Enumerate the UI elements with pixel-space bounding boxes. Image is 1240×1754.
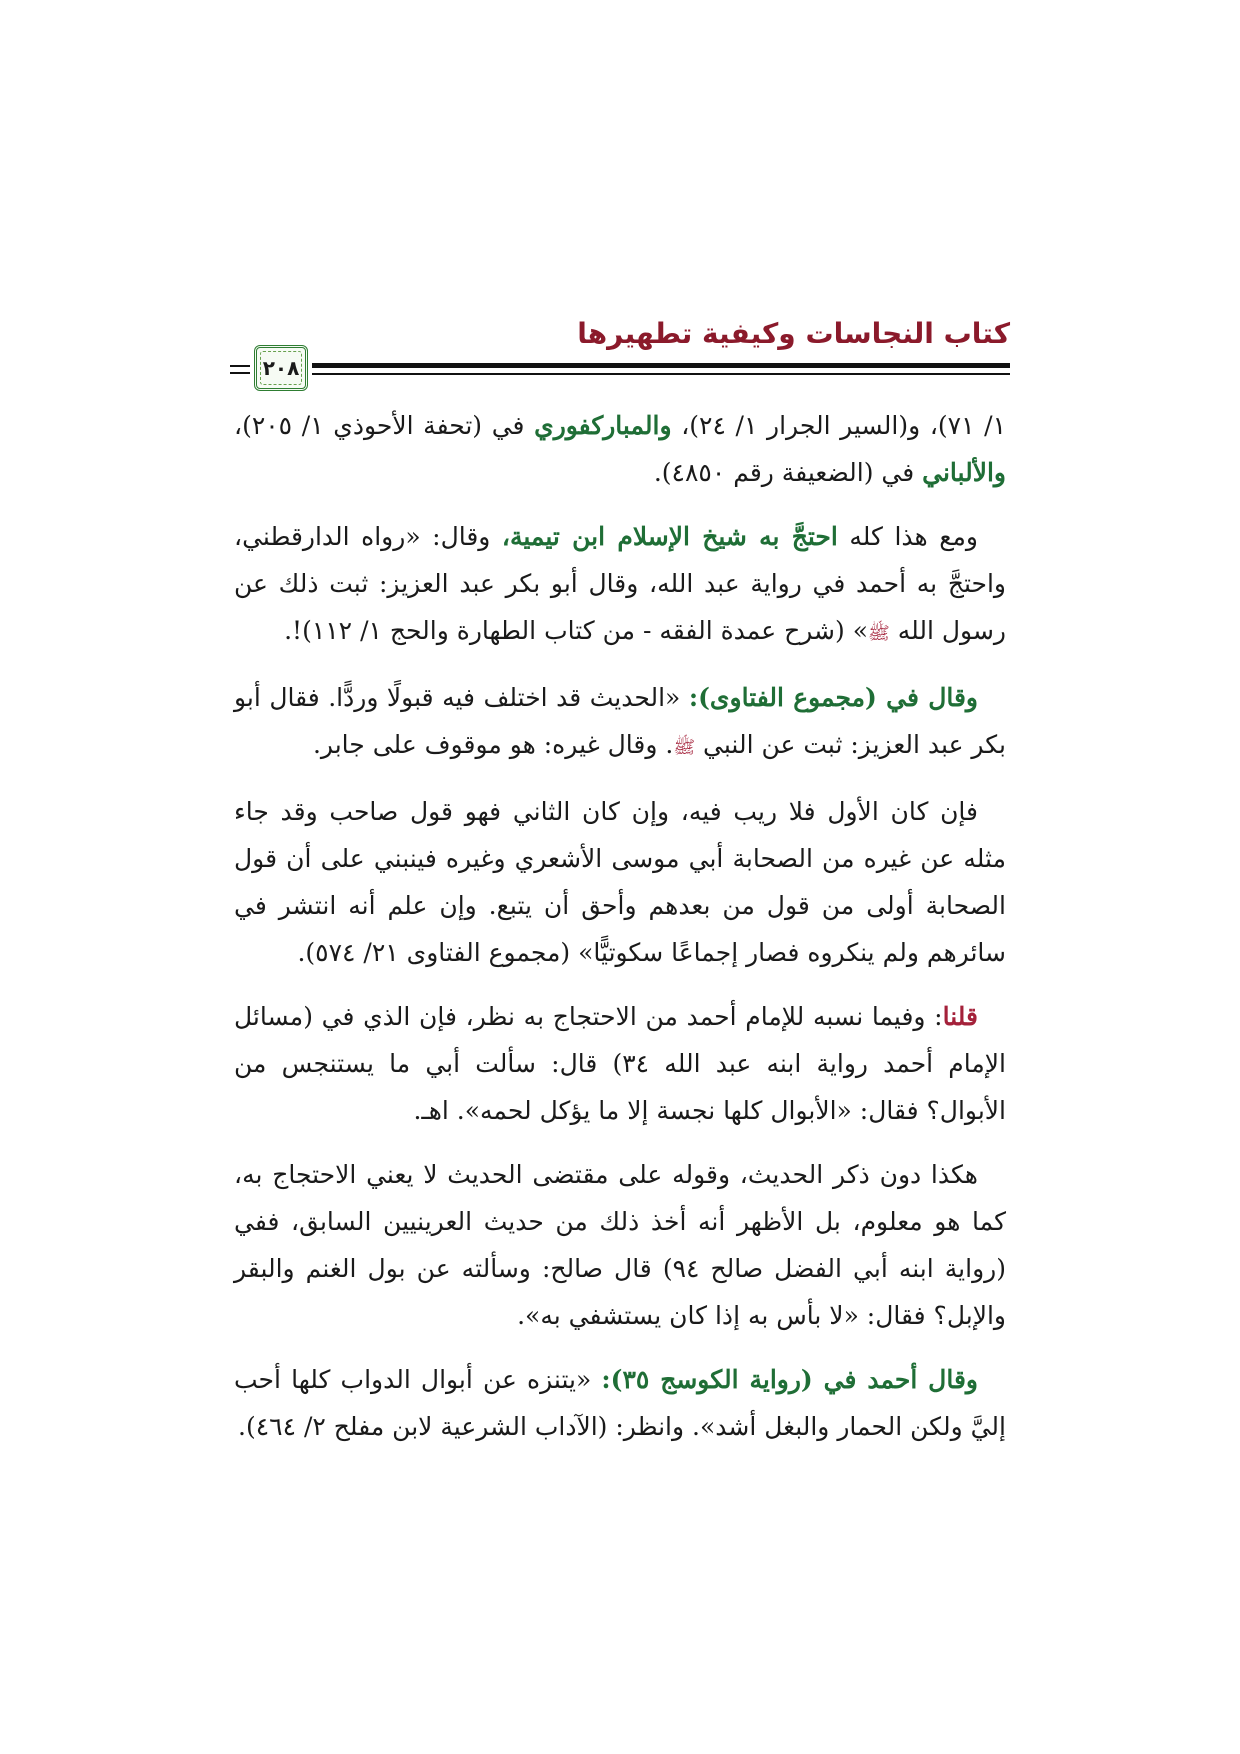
p1-text-1: ١/ ٧١)، و(السير الجرار ١/ ٢٤)، xyxy=(671,411,1007,440)
p2-text-1: ومع هذا كله xyxy=(837,522,978,551)
scholar-name-mubarakfuri: والمباركفوري xyxy=(534,411,672,440)
scholar-name-albani: والألباني xyxy=(922,458,1006,487)
page-header xyxy=(230,313,1010,393)
p2-text-2: وقال: «رواه الدارقطني، واحتجَّ به أحمد في رواية عبد الله، وقال أبو بكر عبد العزيز: ثبت ذلك عن رسول الله xyxy=(234,522,1006,645)
paragraph-5 xyxy=(234,993,1006,1134)
header-rule-left-upper xyxy=(230,365,250,367)
page-number: ٢٠٨ xyxy=(262,356,300,380)
paragraph-7 xyxy=(234,1356,1006,1450)
header-rule-thin xyxy=(312,373,1010,375)
salutation-glyph: ﷺ xyxy=(673,737,696,758)
p5-text-1: : وفيما نسبه للإمام أحمد من الاحتجاج به نظر، فإن الذي في (مسائل الإمام أحمد رواية ابنه عبد الله ٣٤) قال: سألت أبي ما يستنجس من الأبوال؟ فقال: «الأبوال كلها نجسة إلا ما يؤكل لحمه». اهـ. xyxy=(234,1002,1006,1125)
p3-text-2: . وقال غيره: هو موقوف على جابر. xyxy=(312,730,674,759)
salutation-glyph: ﷺ xyxy=(868,623,890,644)
paragraph-1 xyxy=(234,402,1006,496)
p7-highlight: وقال أحمد في (رواية الكوسج ٣٥): xyxy=(601,1365,978,1394)
header-rule-thick xyxy=(312,363,1010,368)
p7-text-1: «يتنزه عن أبوال الدواب كلها أحب إليَّ ولكن الحمار والبغل أشد». وانظر: (الآداب الشرعية لابن مفلح ٢/ ٤٦٤). xyxy=(234,1365,1006,1441)
p3-highlight: وقال في (مجموع الفتاوى): xyxy=(688,683,978,712)
paragraph-3 xyxy=(234,674,1006,771)
page-body xyxy=(234,402,1006,1467)
paragraph-4: فإن كان الأول فلا ريب فيه، وإن كان الثاني فهو قول صاحب وقد جاء مثله عن غيره من الصحابة أبي موسى الأشعري وغيره فينبني على أن قول الصحابة أولى من قول من بعدهم وأحق أن يتبع. وإن علم أنه انتشر في سائرهم ولم ينكروه فصار إجماعًا سكوتيًّا» (مجموع الفتاوى ٢١/ ٥٧٤). xyxy=(234,797,1006,967)
paragraph-2 xyxy=(234,513,1006,657)
p1-text-3: في (الضعيفة رقم ٤٨٥٠). xyxy=(653,458,923,487)
p3-text-1: «الحديث قد اختلف فيه قبولًا وردًّا. فقال أبو بكر عبد العزيز: ثبت عن النبي xyxy=(234,683,1006,759)
p2-highlight: احتجَّ به شيخ الإسلام ابن تيمية، xyxy=(501,522,838,551)
paragraph-6: هكذا دون ذكر الحديث، وقوله على مقتضى الحديث لا يعني الاحتجاج به، كما هو معلوم، بل الأظهر أنه أخذ ذلك من حديث العرينيين السابق، ففي (رواية ابنه أبي الفضل صالح ٩٤) قال صالح: وسألته عن بول الغنم والبقر والإبل؟ فقال: «لا بأس به إذا كان يستشفي به». xyxy=(234,1160,1006,1330)
p5-label-qulna: قلنا xyxy=(942,1002,978,1031)
p1-text-2: في (تحفة الأحوذي ١/ ٢٠٥)، xyxy=(234,411,535,440)
header-rule-left-lower xyxy=(230,372,250,374)
page-number-badge xyxy=(254,345,308,391)
p2-text-3: » (شرح عمدة الفقه - من كتاب الطهارة والحج ١/ ١١٢)!. xyxy=(284,616,868,645)
book-title: كتاب النجاسات وكيفية تطهيرها xyxy=(577,317,1010,350)
